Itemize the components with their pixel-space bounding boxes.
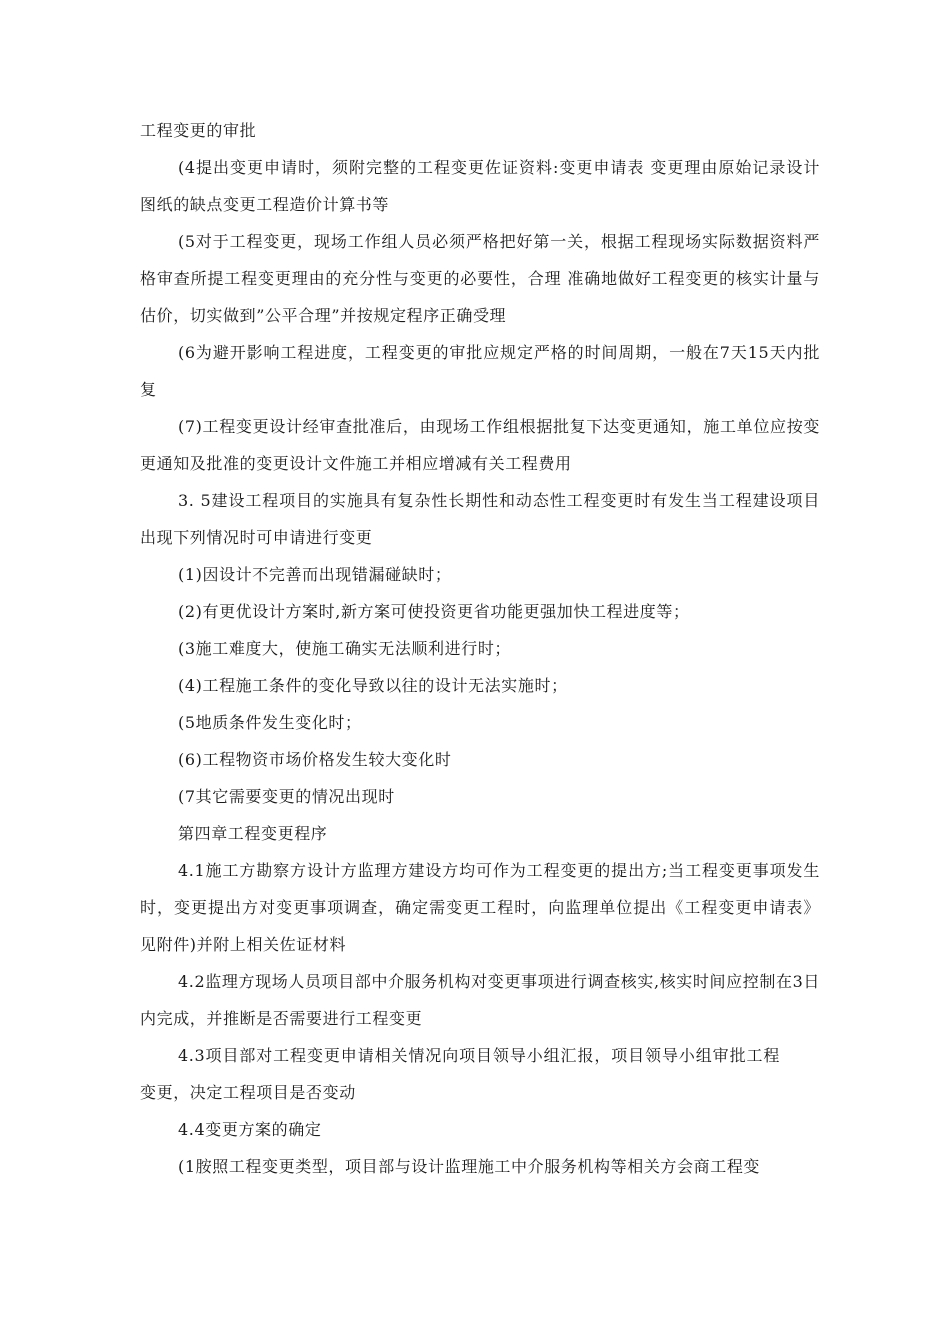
paragraph-15: 4.1施工方勘察方设计方监理方建设方均可作为工程变更的提出方;当工程变更事项发生时，变更提出方对变更事项调查，确定需变更工程时，向监理单位提出《工程变更申请表》见附件)并附上相关佐证材料 [140,861,820,954]
paragraph-9: (3施工难度大，使施工确实无法顺利进行时； [178,639,512,658]
paragraph-11: (5地质条件发生变化时； [178,713,362,732]
paragraph-4: (6为避开影响工程进度，工程变更的审批应规定严格的时间周期，一般在7天15天内批复 [140,343,820,399]
paragraph-12: (6)工程物资市场价格发生较大变化时 [178,750,452,769]
paragraph-8: (2)有更优设计方案时,新方案可使投资更省功能更强加快工程进度等； [178,602,690,621]
paragraph-13: (7其它需要变更的情况出现时 [178,787,395,806]
paragraph-2: (4提出变更申请时，须附完整的工程变更佐证资料:变更申请表 变更理由原始记录设计图纸的缺点变更工程造价计算书等 [140,158,820,214]
paragraph-19: (1胺照工程变更类型，项目部与设计监理施工中介服务机构等相关方会商工程变 [178,1157,761,1176]
paragraph-1: 工程变更的审批 [140,121,257,140]
paragraph-6: 3. 5建设工程项目的实施具有复杂性长期性和动态性工程变更时有发生当工程建设项目出现下列情况时可申请进行变更 [140,491,820,547]
paragraph-3: (5对于工程变更，现场工作组人员必须严格把好第一关，根据工程现场实际数据资料严格审查所提工程变更理由的充分性与变更的必要性，合理 准确地做好工程变更的核实计量与估价，切实做到”公平合理”并按规定程序正确受理 [140,232,820,325]
paragraph-7: (1)因设计不完善而出现错漏碰缺时； [178,565,452,584]
paragraph-5: (7)工程变更设计经审查批准后，由现场工作组根据批复下达变更通知，施工单位应按变更通知及批准的变更设计文件施工并相应增减有关工程费用 [140,417,820,473]
paragraph-16: 4.2监理方现场人员项目部中介服务机构对变更事项进行调查核实,核实时间应控制在3日内完成，并推断是否需要进行工程变更 [140,972,820,1028]
document-page [140,112,820,1185]
paragraph-17: 4.3项目部对工程变更申请相关情况向项目领导小组汇报，项目领导小组审批工程变更，决定工程项目是否变动 [140,1046,780,1102]
paragraph-18: 4.4变更方案的确定 [178,1120,322,1139]
paragraph-10: (4)工程施工条件的变化导致以往的设计无法实施时； [178,676,568,695]
chapter-heading: 第四章工程变更程序 [178,824,328,843]
